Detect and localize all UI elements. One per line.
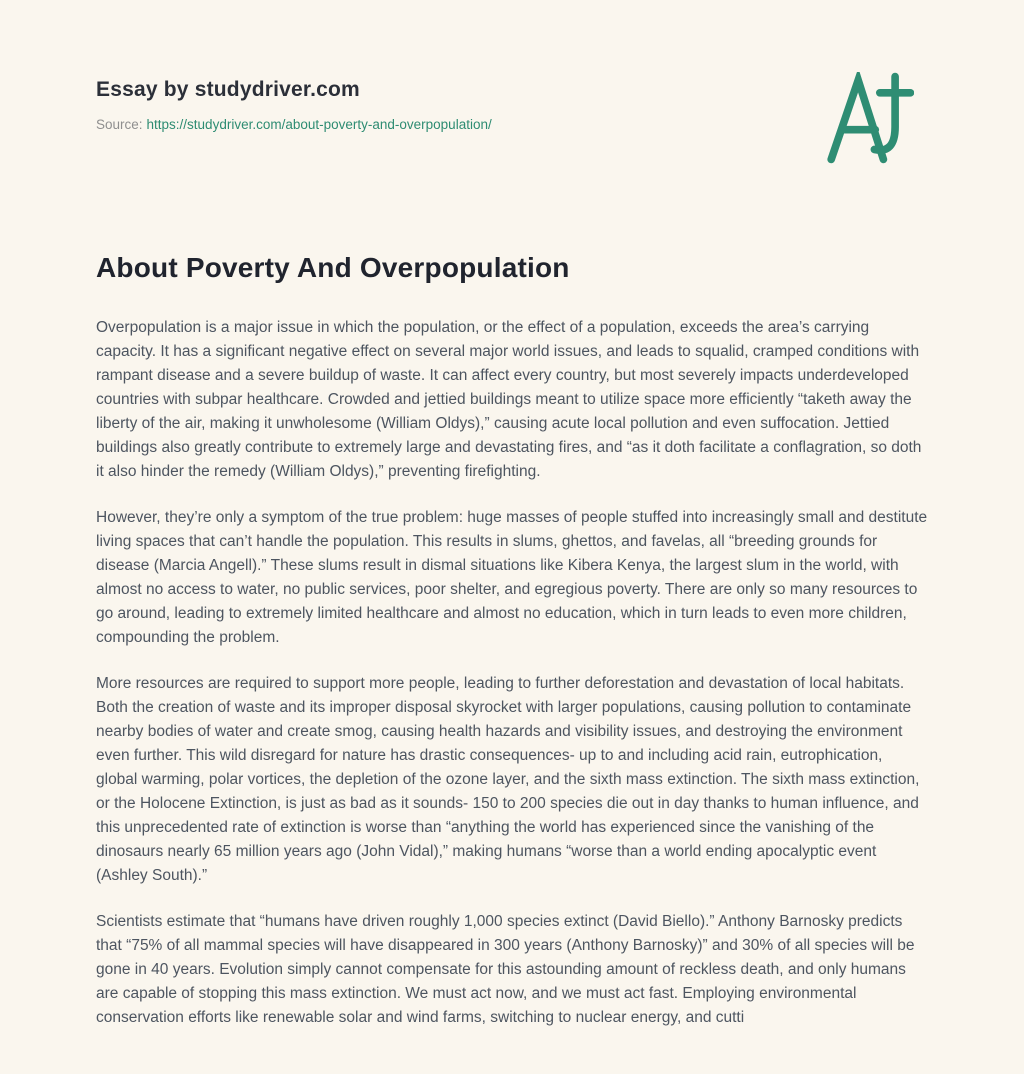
essay-paragraph-1: Overpopulation is a major issue in which the population, or the effect of a population, exceeds the area’s carrying capacity. It has a significant negative effect on several major world issues, and leads to squalid, cramped conditions with rampant disease and a severe buildup of waste. It can affect every country, but most severely impacts underdeveloped countries with subpar healthcare. Crowded and jettied buildings meant to utilize space more efficiently “taketh away the liberty of the air, making it unwholesome (William Oldys),” causing acute local pollution and even suffocation. Jettied buildings also greatly contribute to extremely large and devastating fires, and “as it doth facilitate a conflagration, so doth it also hinder the remedy (William Oldys),” preventing firefighting.	[96, 319, 922, 480]
a-dagger-logo-icon	[824, 151, 914, 168]
essay-paragraph-3: More resources are required to support more people, leading to further deforestation and devastation of local habitats. Both the creation of waste and its improper disposal skyrocket with larger populations, causing pollution to contaminate nearby bodies of water and create smog, causing health hazards and visibility issues, and destroying the environment even further. This wild disregard for nature has drastic consequences- up to and including acid rain, eutrophication, global warming, polar vortices, the depletion of the ozone layer, and the sixth mass extinction. The sixth mass extinction, or the Holocene Extinction, is just as bad as it sounds- 150 to 200 species die out in day thanks to human influence, and this unprecedented rate of extinction is worse than “anything the world has experienced since the vanishing of the dinosaurs nearly 65 million years ago (John Vidal),” making humans “worse than a world ending apocalyptic event (Ashley South).”	[96, 675, 920, 884]
source-link[interactable]: https://studydriver.com/about-poverty-and-overpopulation/	[146, 117, 492, 132]
page-title: About Poverty And Overpopulation	[96, 252, 570, 283]
essay-byline: Essay by studydriver.com	[96, 78, 360, 101]
essay-paragraph-4: Scientists estimate that “humans have driven roughly 1,000 species extinct (David Biello).” Anthony Barnosky predicts that “75% of all mammal species will have disappeared in 300 years (Anthony Barnosky)” and 30% of all species will be gone in 40 years. Evolution simply cannot compensate for this astounding amount of reckless death, and only humans are capable of stopping this mass extinction. We must act now, and we must act fast. Employing environmental conservation efforts like renewable solar and wind farms, switching to nuclear energy, and cutti	[96, 913, 915, 1026]
source-row	[96, 117, 928, 132]
source-label: Source:	[96, 117, 143, 132]
essay-body	[96, 316, 928, 1030]
essay-paragraph-2: However, they’re only a symptom of the true problem: huge masses of people stuffed into increasingly small and destitute living spaces that can’t handle the population. This results in slums, ghettos, and favelas, all “breeding grounds for disease (Marcia Angell).” These slums result in dismal situations like Kibera Kenya, the largest slum in the world, with almost no access to water, no public services, poor shelter, and egregious poverty. There are only so many resources to go around, leading to extremely limited healthcare and almost no education, which in turn leads to even more children, compounding the problem.	[96, 509, 928, 646]
studydriver-logo	[824, 72, 914, 164]
